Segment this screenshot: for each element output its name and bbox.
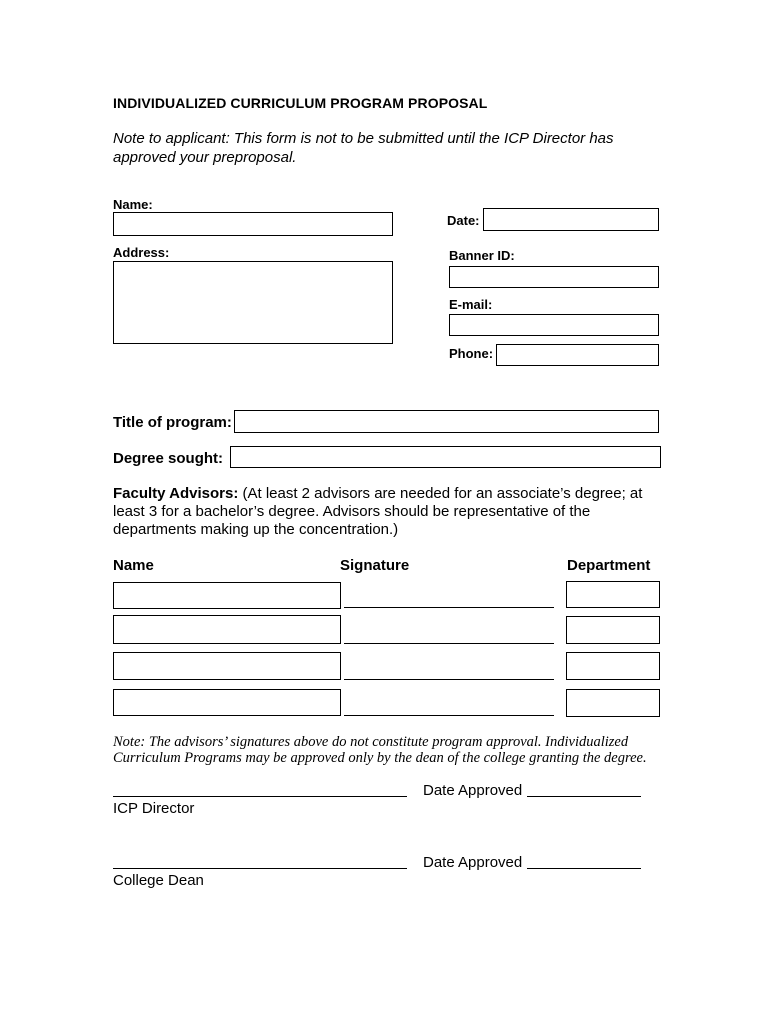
date-label: Date: [447,213,480,228]
banner-id-field[interactable] [449,266,659,288]
advisor-name-field-3[interactable] [113,652,341,680]
degree-sought-label: Degree sought: [113,450,224,467]
faculty-advisors-paragraph [113,485,658,539]
director-date-line[interactable] [527,796,641,797]
address-field[interactable] [113,261,393,344]
banner-id-label: Banner ID: [449,248,515,263]
advisor-name-field-1[interactable] [113,582,341,609]
advisor-name-field-2[interactable] [113,615,341,644]
email-label: E-mail: [449,297,493,312]
name-label: Name: [113,197,153,212]
phone-label: Phone: [449,346,494,361]
college-dean-signature-line[interactable] [113,868,407,869]
col-signature-header: Signature [340,557,410,574]
advisor-department-field-2[interactable] [566,616,660,644]
icp-director-signature-line[interactable] [113,796,407,797]
advisor-signature-line-4[interactable] [344,715,554,716]
advisor-department-field-1[interactable] [566,581,660,608]
title-of-program-field[interactable] [234,410,659,433]
dean-date-line[interactable] [527,868,641,869]
college-dean-title: College Dean [113,872,204,889]
phone-field[interactable] [496,344,659,366]
faculty-advisors-text: (At least 2 advisors are needed for an associate’s degree; at least 3 for a bachelor’s degree. Advisors should be representative of the departments making up the concentration.) [113,485,643,538]
director-date-approved-label: Date Approved [423,782,523,799]
advisor-signature-line-1[interactable] [344,607,554,608]
email-field[interactable] [449,314,659,336]
form-title: INDIVIDUALIZED CURRICULUM PROGRAM PROPOSAL [113,95,488,111]
address-label: Address: [113,245,170,260]
name-field[interactable] [113,212,393,236]
col-name-header: Name [113,557,154,574]
advisor-department-field-4[interactable] [566,689,660,717]
icp-director-title: ICP Director [113,800,195,817]
advisors-note: Note: The advisors’ signatures above do not constitute program approval. Individualized Curriculum Programs may be approved only by the dean of the college granting the degree. [113,734,647,766]
advisor-name-field-4[interactable] [113,689,341,716]
col-department-header: Department [567,557,651,574]
degree-sought-field[interactable] [230,446,661,468]
applicant-note: Note to applicant: This form is not to be submitted until the ICP Director has approved your preproposal. [113,130,614,166]
advisor-signature-line-3[interactable] [344,679,554,680]
title-of-program-label: Title of program: [113,414,232,431]
dean-date-approved-label: Date Approved [423,854,523,871]
advisor-signature-line-2[interactable] [344,643,554,644]
date-field[interactable] [483,208,659,231]
advisor-department-field-3[interactable] [566,652,660,680]
faculty-advisors-heading: Faculty Advisors: [113,485,239,502]
